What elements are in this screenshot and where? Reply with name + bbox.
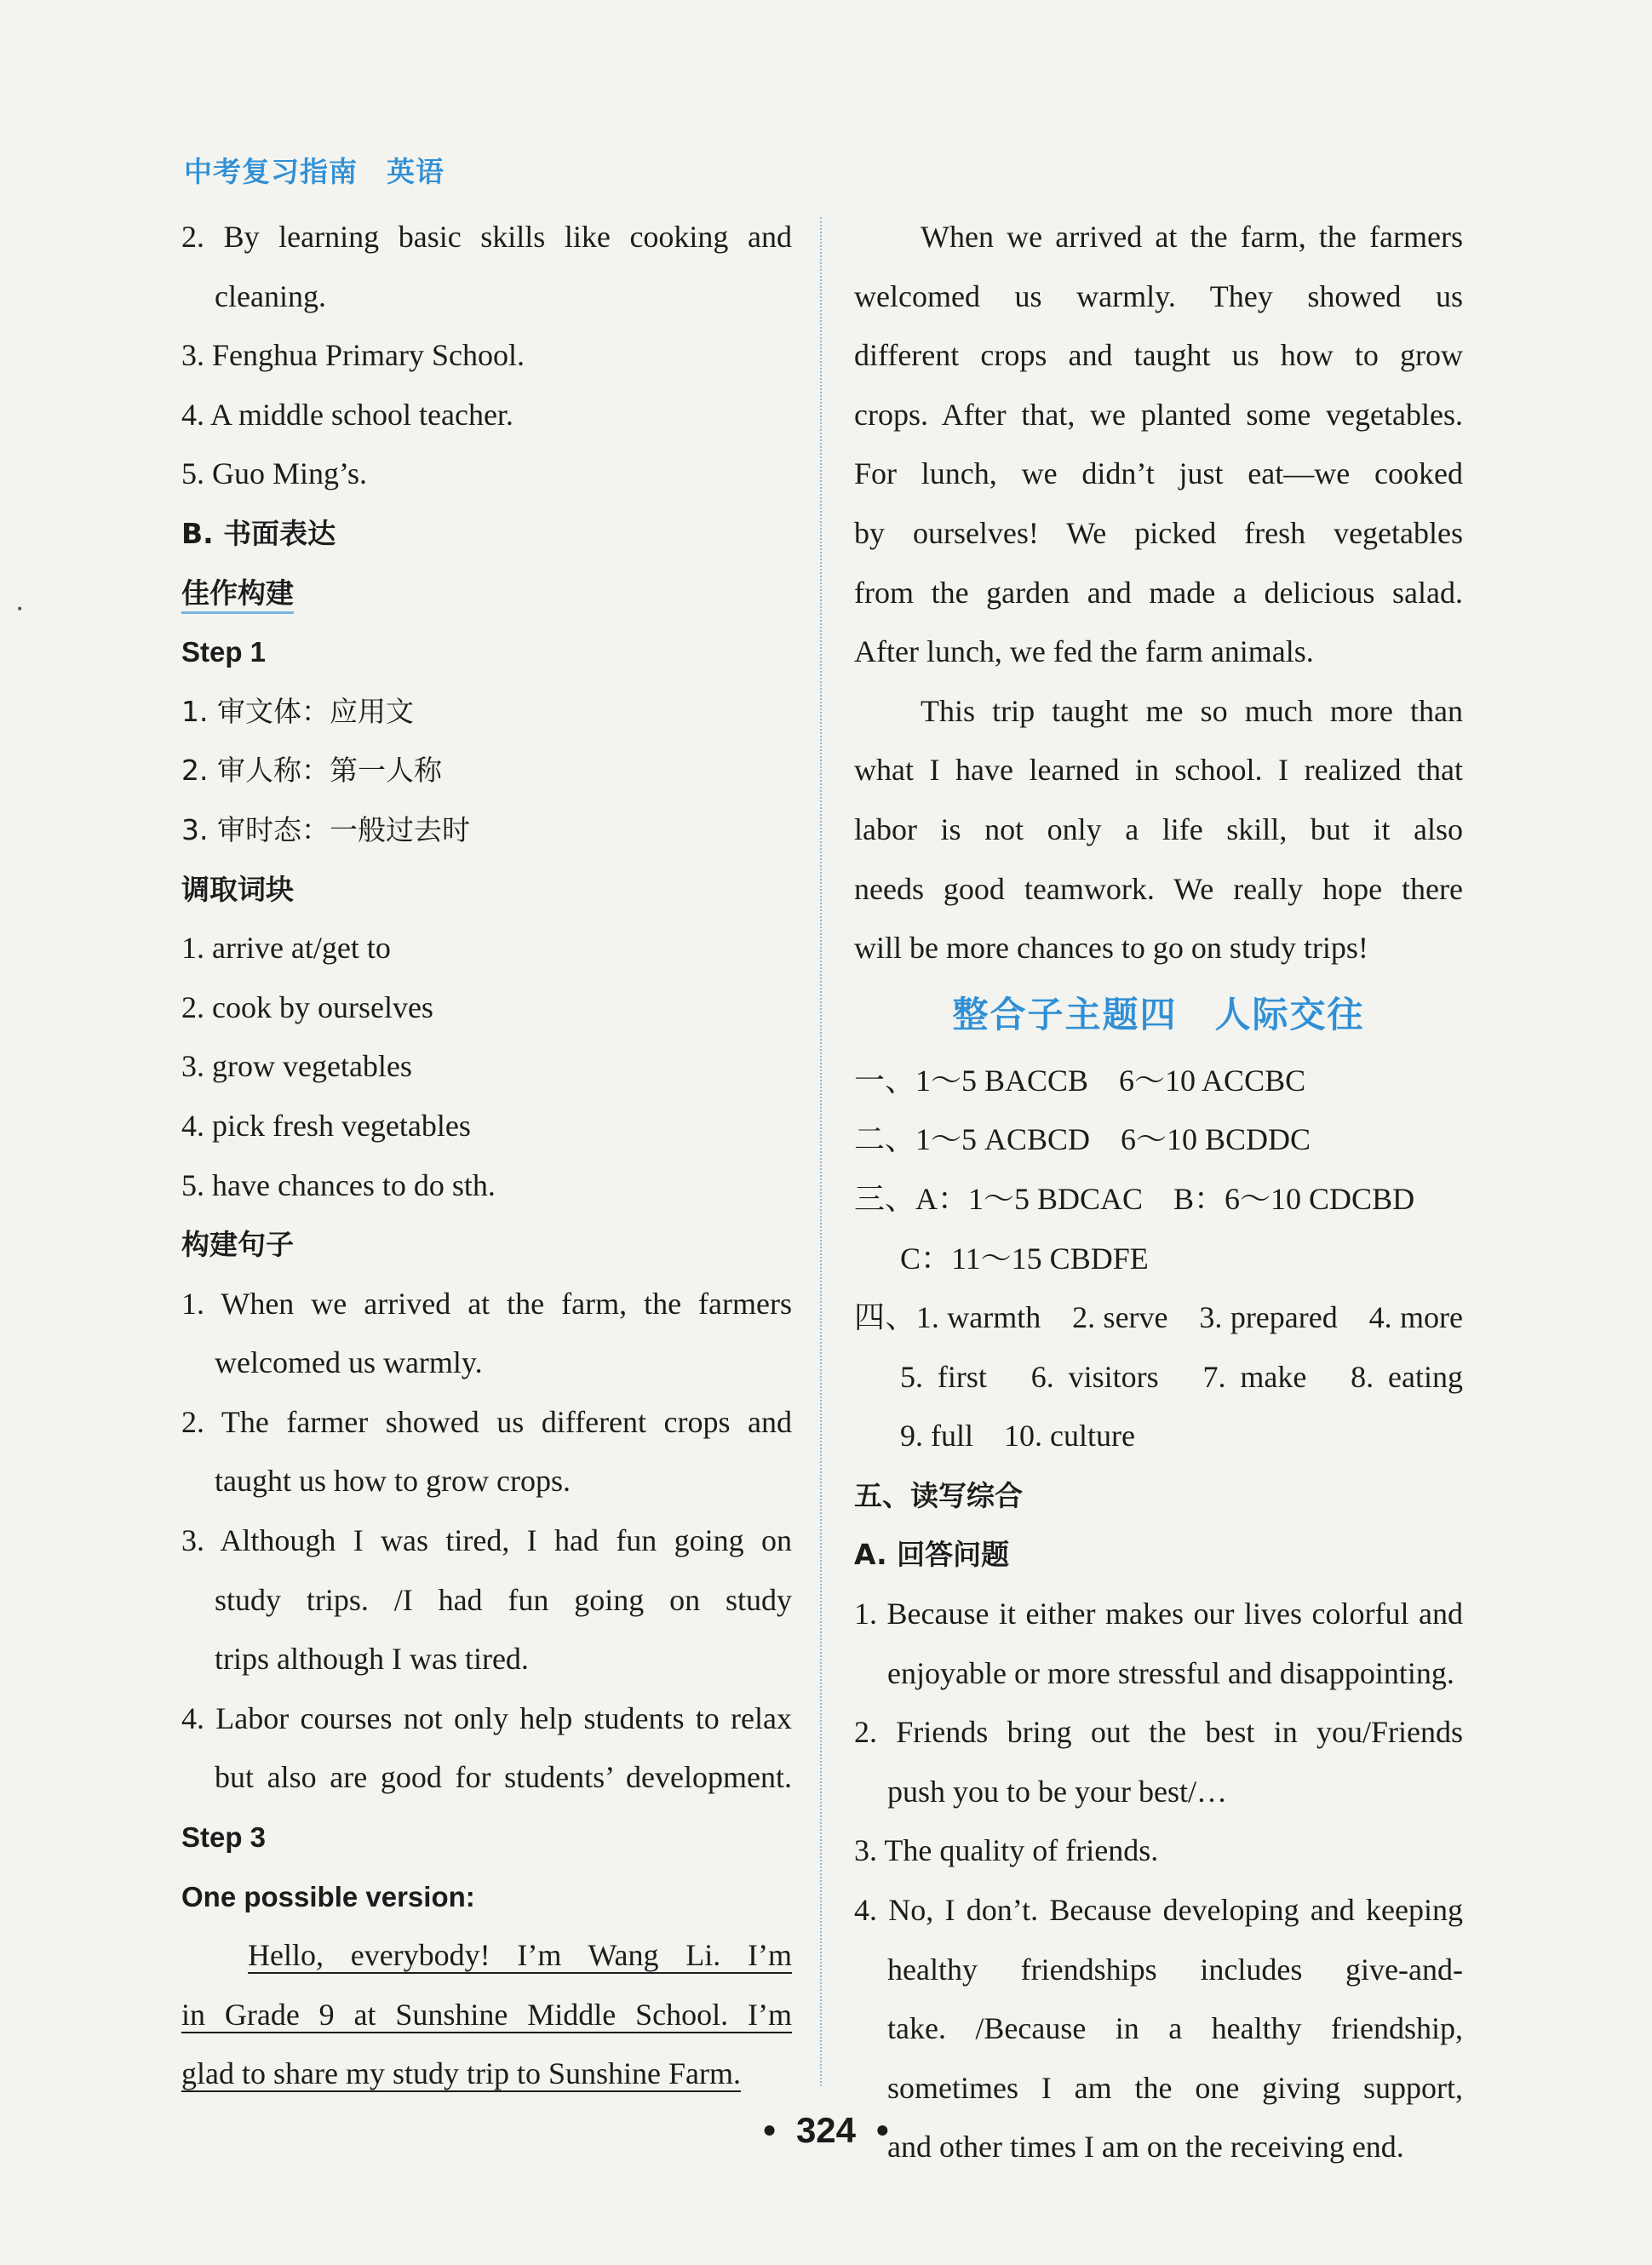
answer-line: and other times I am on the receiving end. bbox=[887, 2130, 1404, 2165]
sentences-heading: 构建句子 bbox=[181, 1228, 294, 1262]
book-title: 中考复习指南 bbox=[184, 155, 358, 188]
essay-line: by ourselves! We picked fresh vegetables bbox=[854, 515, 1463, 550]
sentence-line: trips although I was tired. bbox=[215, 1642, 529, 1677]
essay-line: This trip taught me so much more than bbox=[921, 693, 1463, 728]
sentence-line: taught us how to grow crops. bbox=[215, 1464, 571, 1499]
sentence-line: but also are good for students’ development. bbox=[215, 1760, 792, 1795]
answer-line: 5. Guo Ming’s. bbox=[181, 456, 368, 491]
sentence-line: study trips. /I had fun going on study bbox=[215, 1582, 792, 1617]
answer-row: 一、1～5 BACCB 6～10 ACCBC bbox=[854, 1063, 1306, 1098]
answer-line: 2. Friends bring out the best in you/Friends bbox=[854, 1715, 1463, 1750]
essay-line: in Grade 9 at Sunshine Middle School. I’m bbox=[181, 1997, 792, 2032]
running-header bbox=[184, 150, 445, 190]
chunk-item: 1. arrive at/get to bbox=[181, 931, 391, 966]
chunk-item: 5. have chances to do sth. bbox=[181, 1167, 496, 1202]
essay-line: glad to share my study trip to Sunshine Farm. bbox=[181, 2056, 741, 2091]
answer-line: 3. Fenghua Primary School. bbox=[181, 338, 525, 373]
sentence-line: 2. The farmer showed us different crops and bbox=[181, 1404, 792, 1439]
left-column bbox=[181, 208, 792, 2104]
version-heading: One possible version: bbox=[181, 1880, 475, 1912]
essay-line: what I have learned in school. I realized that bbox=[854, 753, 1463, 788]
reading-writing-heading: 五、读写综合 bbox=[854, 1478, 1023, 1512]
essay-line: different crops and taught us how to grow bbox=[854, 338, 1463, 373]
sentence-line: 1. When we arrived at the farm, the farmers bbox=[181, 1286, 792, 1321]
chunks-heading: 调取词块 bbox=[181, 872, 294, 906]
answer-line: push you to be your best/… bbox=[887, 1774, 1227, 1809]
essay-line: For lunch, we didn’t just eat—we cooked bbox=[854, 456, 1463, 491]
section-title: 整合子主题四 人际交往 bbox=[952, 993, 1365, 1035]
answer-line: enjoyable or more stressful and disappointing. bbox=[887, 1655, 1454, 1690]
step3-heading: Step 3 bbox=[181, 1821, 267, 1854]
essay-line: When we arrived at the farm, the farmers bbox=[921, 220, 1463, 254]
essay-line: Hello, everybody! I’m Wang Li. I’m bbox=[248, 1938, 792, 1973]
essay-line: needs good teamwork. We really hope there bbox=[854, 871, 1463, 906]
answer-line: sometimes I am the one giving support, bbox=[887, 2070, 1463, 2105]
answer-line: 1. Because it either makes our lives colorful and bbox=[854, 1597, 1463, 1631]
chunk-item: 3. grow vegetables bbox=[181, 1049, 412, 1084]
answer-row: 9. full 10. culture bbox=[900, 1419, 1135, 1454]
essay-line: will be more chances to go on study trips! bbox=[854, 931, 1368, 966]
sentence-line: 4. Labor courses not only help students to relax bbox=[181, 1700, 792, 1735]
essay-line: from the garden and made a delicious salad. bbox=[854, 575, 1463, 610]
answer-line: healthy friendships includes give-and- bbox=[887, 1952, 1463, 1987]
answer-row: 三、A：1～5 BDCAC B：6～10 CDCBD bbox=[854, 1181, 1415, 1216]
writing-section-title: B. 书面表达 bbox=[181, 516, 336, 550]
margin-mark: • bbox=[17, 600, 23, 617]
construct-heading: 佳作构建 bbox=[181, 576, 294, 610]
answer-line: 3. The quality of friends. bbox=[854, 1833, 1159, 1868]
step1-heading: Step 1 bbox=[181, 636, 267, 668]
sentence-line: welcomed us warmly. bbox=[215, 1345, 483, 1380]
answer-row: C：11～15 CBDFE bbox=[900, 1241, 1149, 1276]
column-divider bbox=[820, 217, 822, 2086]
step1-item: 2. 审人称：第一人称 bbox=[181, 754, 442, 788]
answer-line: cleaning. bbox=[215, 278, 326, 313]
answer-row: 5. first 6. visitors 7. make 8. eating bbox=[900, 1359, 1463, 1394]
essay-line: After lunch, we fed the farm animals. bbox=[854, 634, 1314, 669]
answer-line: 4. A middle school teacher. bbox=[181, 397, 513, 432]
essay-line: welcomed us warmly. They showed us bbox=[854, 278, 1463, 313]
answer-row: 四、1. warmth 2. serve 3. prepared 4. more bbox=[854, 1300, 1463, 1335]
answer-row: 二、1～5 ACBCD 6～10 BCDDC bbox=[854, 1122, 1311, 1157]
answer-line: 2. By learning basic skills like cooking and bbox=[181, 220, 792, 254]
chunk-item: 2. cook by ourselves bbox=[181, 989, 433, 1024]
answer-line: 4. No, I don’t. Because developing and keeping bbox=[854, 1893, 1463, 1928]
essay-line: labor is not only a life skill, but it also bbox=[854, 811, 1463, 846]
step1-item: 1. 审文体：应用文 bbox=[181, 694, 414, 728]
answer-line: take. /Because in a healthy friendship, bbox=[887, 2011, 1463, 2046]
sentence-line: 3. Although I was tired, I had fun going on bbox=[181, 1523, 792, 1558]
chunk-item: 4. pick fresh vegetables bbox=[181, 1108, 471, 1143]
answer-questions-heading: A. 回答问题 bbox=[854, 1538, 1010, 1572]
subject-label: 英语 bbox=[387, 155, 445, 188]
essay-line: crops. After that, we planted some vegetables. bbox=[854, 397, 1463, 432]
right-column bbox=[854, 208, 1463, 2177]
page-number: • 324 • bbox=[763, 2110, 889, 2150]
step1-item: 3. 审时态：一般过去时 bbox=[181, 812, 470, 846]
